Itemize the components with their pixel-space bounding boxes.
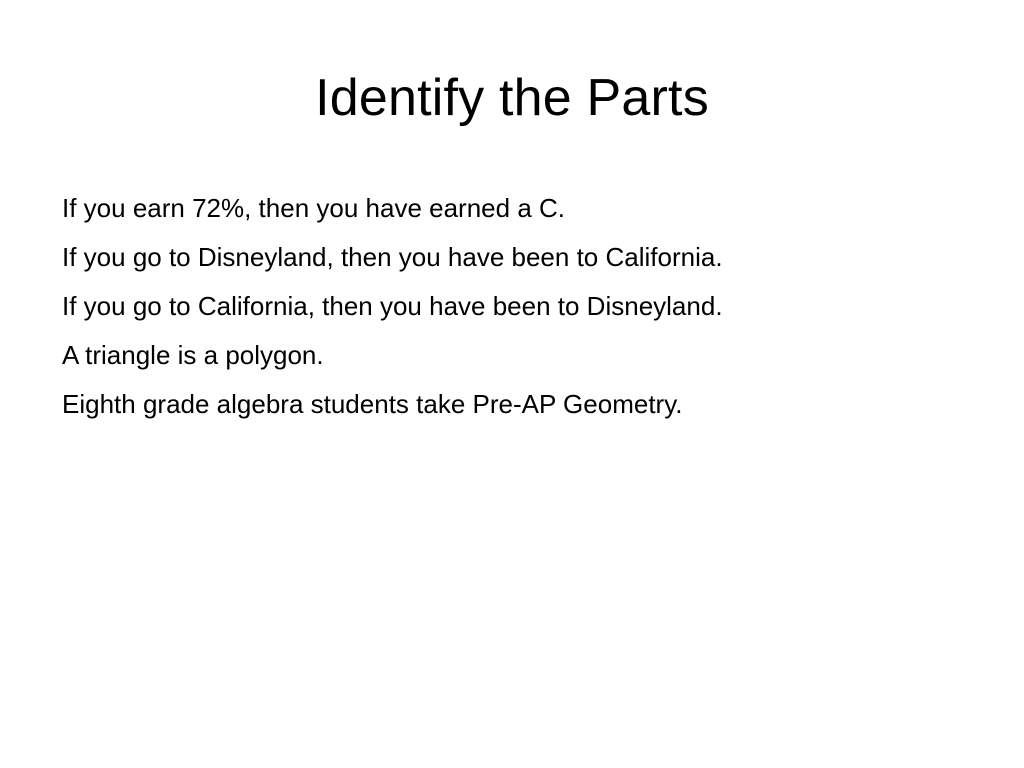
statement-item: Eighth grade algebra students take Pre-AP Geometry. [62,389,683,419]
statement-item: A triangle is a polygon. [62,340,324,370]
statement-item: If you go to California, then you have been to Disneyland. [62,291,723,321]
statement-item: If you go to Disneyland, then you have been to California. [62,242,723,272]
statement-item: If you earn 72%, then you have earned a C. [62,193,566,223]
slide-title: Identify the Parts [315,69,709,127]
statement-list [62,184,962,429]
